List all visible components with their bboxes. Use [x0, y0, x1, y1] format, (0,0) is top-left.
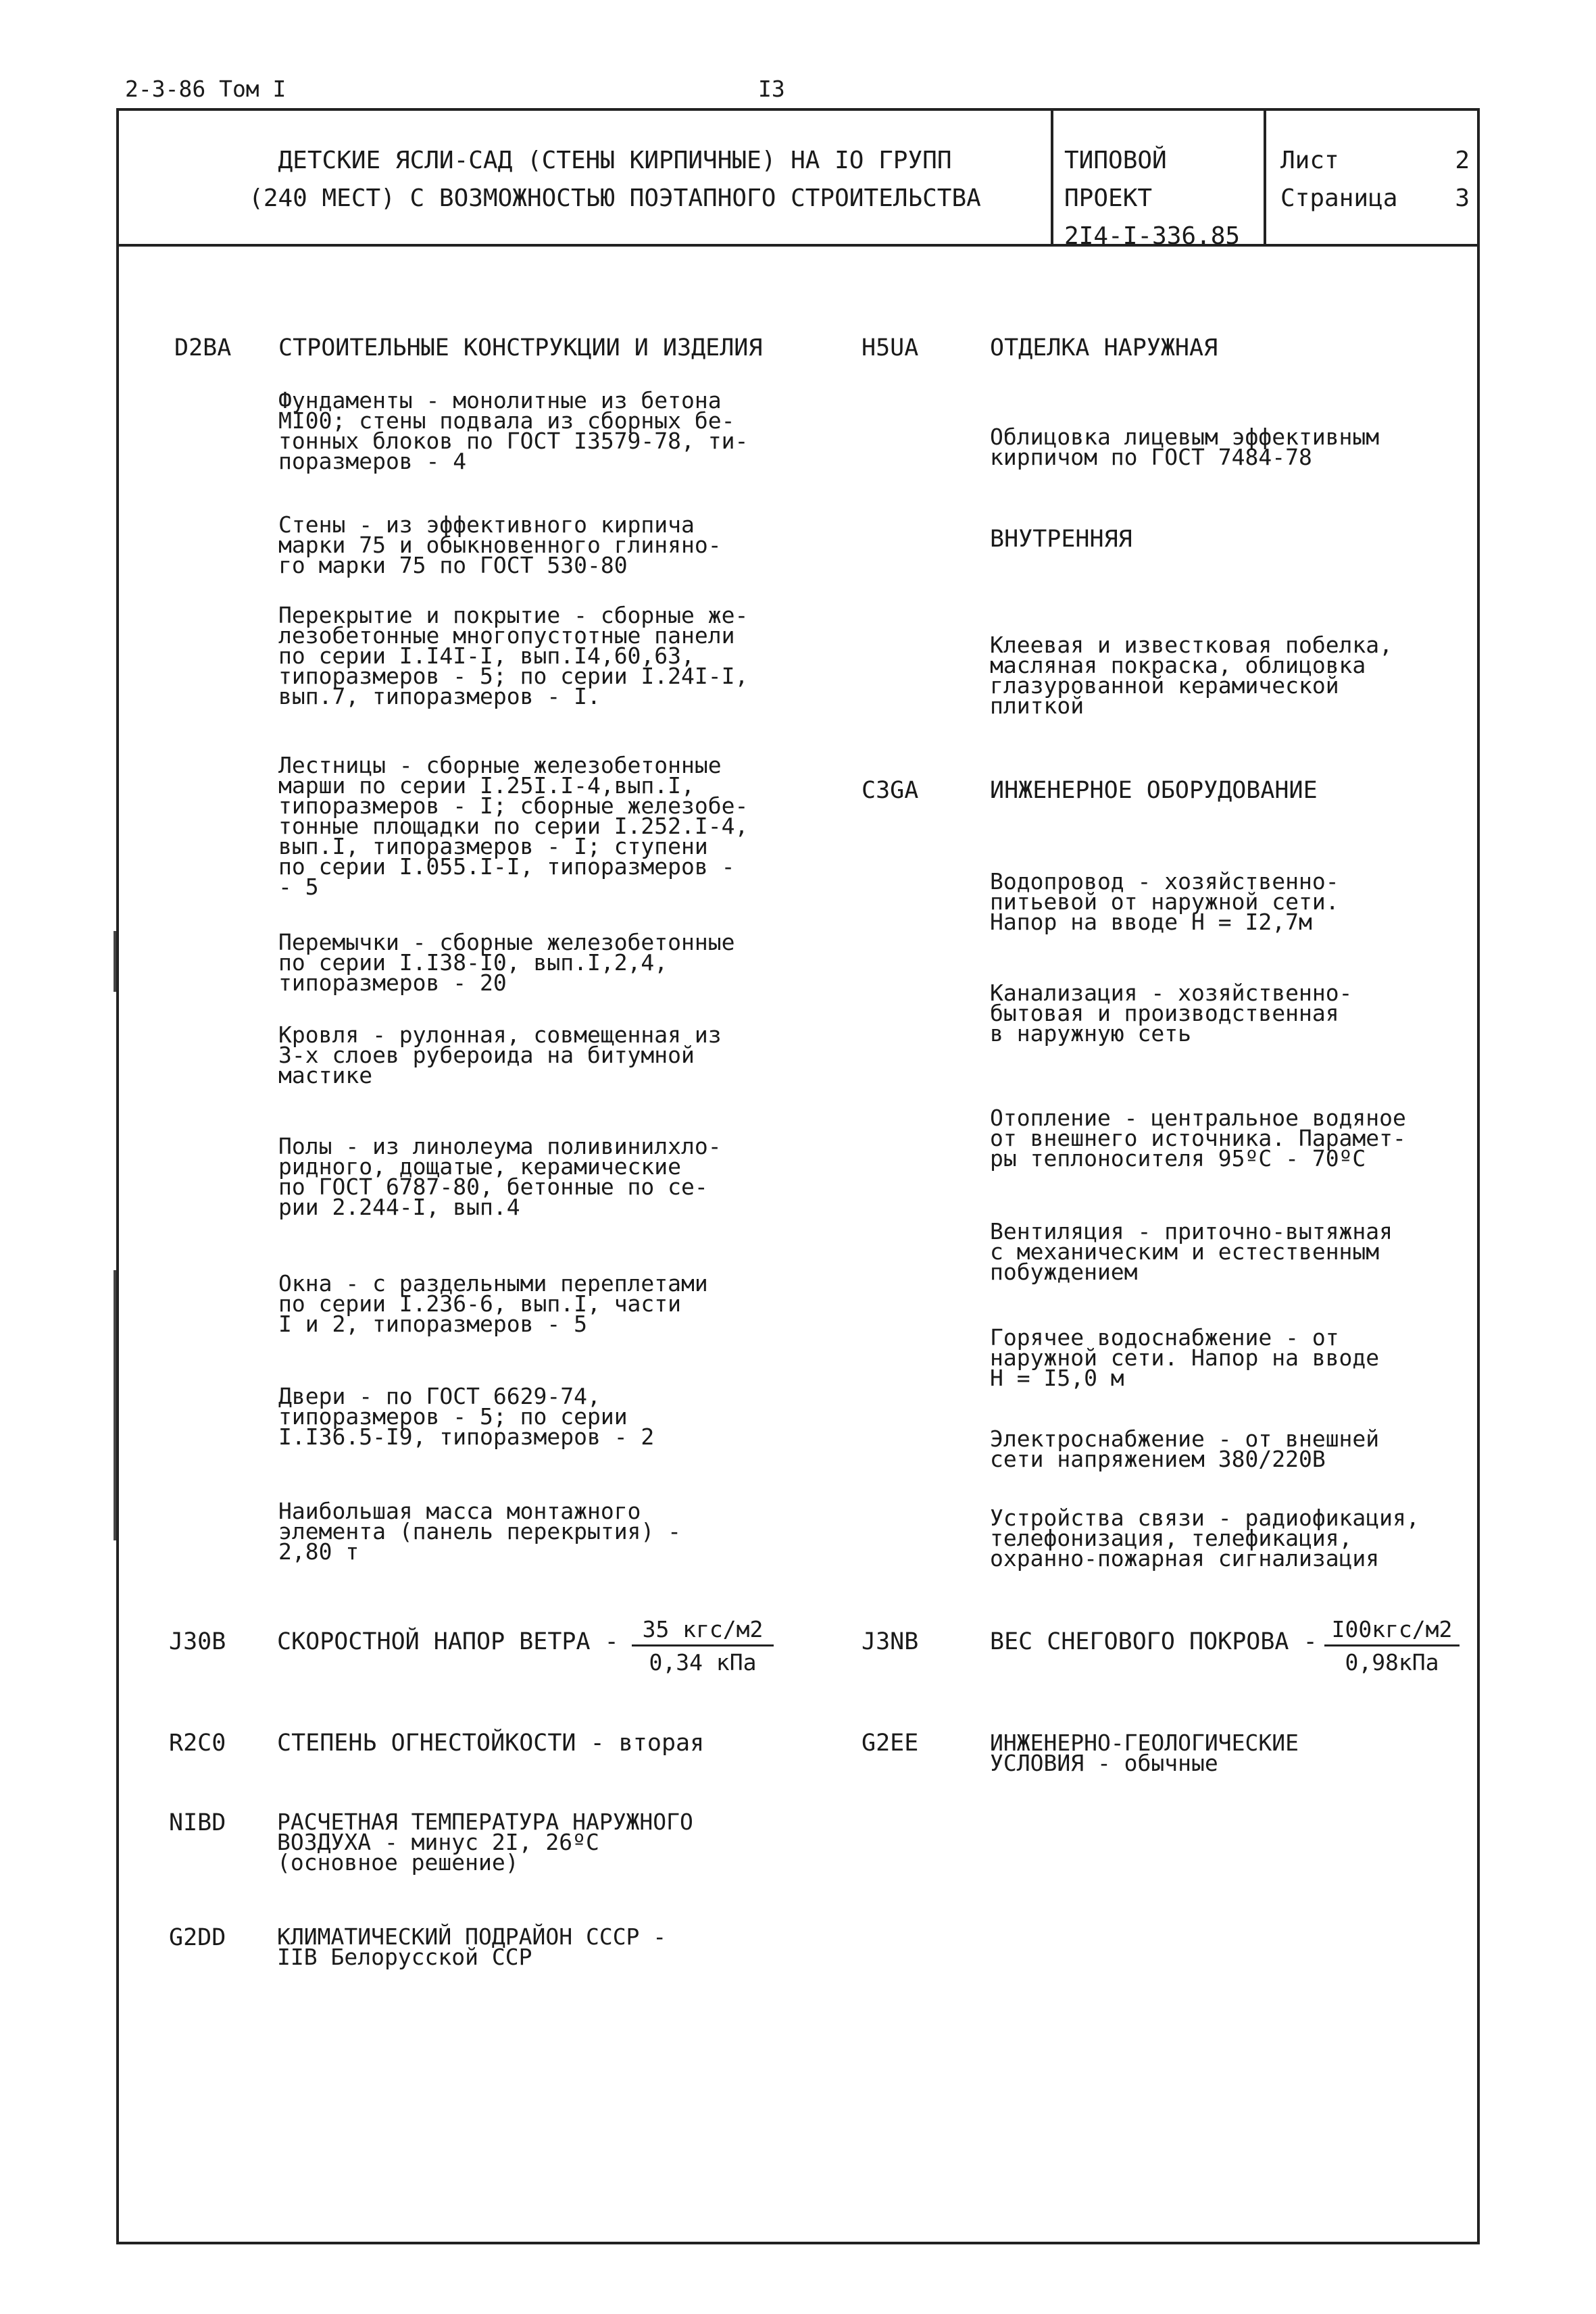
wind-code: J30B	[169, 1628, 226, 1655]
fire-resistance-text: СТЕПЕНЬ ОГНЕСТОЙКОСТИ - вторая	[277, 1730, 705, 1757]
engineering-heading: ИНЖЕНЕРНОЕ ОБОРУДОВАНИЕ	[990, 777, 1318, 804]
document-title	[196, 142, 1034, 218]
roof-text: Кровля - рулонная, совмещенная из 3-х слоев рубероида на битумной мастике	[278, 1022, 722, 1088]
title-block-divider	[1264, 108, 1266, 247]
title-line-1: ДЕТСКИЕ ЯСЛИ-САД (СТЕНЫ КИРПИЧНЫЕ) НА IO ГРУПП	[278, 147, 952, 174]
fire-code: R2C0	[169, 1730, 226, 1757]
floors-roofing-text: Перекрытие и покрытие - сборные же- лезобетонные многопустотные панели по серии I.I4I-I, вып.I4,60,63, типоразмеров - 5; по серии I.24I-I, вып.7, типоразмеров - I.	[278, 602, 749, 709]
document-reference: 2-3-86 Том I	[125, 76, 286, 102]
power-supply-text: Электроснабжение - от внешней сети напряжением 380/220В	[990, 1426, 1380, 1472]
water-supply-text: Водопровод - хозяйственно- питьевой от наружной сети. Напор на вводе Н = I2,7м	[990, 868, 1339, 935]
page-value: 3	[1455, 184, 1470, 212]
hot-water-text: Горячее водоснабжение - от наружной сети. Напор на вводе Н = I5,0 м	[990, 1324, 1380, 1391]
snow-load-kpa: 0,98кПа	[1345, 1649, 1439, 1676]
title-line-2: (240 МЕСТ) С ВОЗМОЖНОСТЬЮ ПОЭТАПНОГО СТРОИТЕЛЬСТВА	[249, 184, 981, 212]
project-label: ТИПОВОЙ ПРОЕКТ	[1064, 147, 1167, 212]
page-number: I3	[758, 76, 785, 102]
max-mass-text: Наибольшая масса монтажного элемента (панель перекрытия) - 2,80 т	[278, 1498, 682, 1565]
wind-label: СКОРОСТНОЙ НАПОР ВЕТРА -	[277, 1628, 619, 1655]
lintels-text: Перемычки - сборные железобетонные по серии I.I38-I0, вып.I,2,4, типоразмеров - 20	[278, 929, 735, 996]
inner-finishing-heading: ВНУТРЕННЯЯ	[990, 526, 1132, 553]
project-cell	[1064, 142, 1260, 255]
sheet-values	[1443, 142, 1470, 218]
ventilation-text: Вентиляция - приточно-вытяжная с механическим и естественным побуждением	[990, 1218, 1393, 1285]
section-code: D2BA	[174, 334, 232, 361]
engineering-code: C3GA	[862, 777, 919, 804]
geology-text: ИНЖЕНЕРНО-ГЕОЛОГИЧЕСКИЕ УСЛОВИЯ - обычные	[990, 1730, 1299, 1776]
windows-text: Окна - с раздельными переплетами по серии I.236-6, вып.I, части I и 2, типоразмеров - 5	[278, 1270, 708, 1337]
climate-code: G2DD	[169, 1924, 226, 1951]
wind-value-kpa: 0,34 кПа	[649, 1649, 757, 1676]
geology-code: G2EE	[862, 1730, 919, 1757]
foundations-text: Фундаменты - монолитные из бетона MI00; стены подвала из сборных бе- тонных блоков по ГОСТ I3579-78, ти- поразмеров - 4	[278, 387, 749, 474]
snow-load-fraction	[1324, 1616, 1460, 1676]
page-label: Страница	[1280, 184, 1398, 212]
snow-code: J3NB	[862, 1628, 919, 1655]
title-block-divider	[1051, 108, 1053, 247]
margin-mark	[114, 931, 116, 992]
sheet-labels	[1280, 142, 1397, 218]
climate-text: КЛИМАТИЧЕСКИЙ ПОДРАЙОН СССР - IIВ Белорусской ССР	[277, 1923, 667, 1970]
walls-text: Стены - из эффективного кирпича марки 75 и обыкновенного глиняно- го марки 75 по ГОСТ 530-80	[278, 511, 722, 578]
communications-text: Устройства связи - радиофикация, телефонизация, телефикация, охранно-пожарная сигнализация	[990, 1505, 1420, 1571]
doors-text: Двери - по ГОСТ 6629-74, типоразмеров - 5; по серии I.I36.5-I9, типоразмеров - 2	[278, 1383, 655, 1450]
finishing-code: H5UA	[862, 334, 919, 361]
finishing-heading: ОТДЕЛКА НАРУЖНАЯ	[990, 334, 1218, 361]
wind-value-fraction	[632, 1616, 774, 1676]
sheet-value: 2	[1455, 147, 1470, 174]
snow-load-kgf: I00кгс/м2	[1324, 1616, 1460, 1646]
snow-load-label: ВЕС СНЕГОВОГО ПОКРОВА -	[990, 1628, 1318, 1655]
wind-value-kgf: 35 кгс/м2	[632, 1616, 774, 1646]
sewerage-text: Канализация - хозяйственно- бытовая и производственная в наружную сеть	[990, 980, 1353, 1047]
outer-finishing-text: Облицовка лицевым эффективным кирпичом по ГОСТ 7484-78	[990, 424, 1380, 470]
temperature-text: РАСЧЕТНАЯ ТЕМПЕРАТУРА НАРУЖНОГО ВОЗДУХА - минус 2I, 26ºС (основное решение)	[277, 1809, 693, 1876]
margin-mark	[114, 1270, 116, 1540]
section-heading: СТРОИТЕЛЬНЫЕ КОНСТРУКЦИИ И ИЗДЕЛИЯ	[278, 334, 763, 361]
inner-finishing-text: Клеевая и известковая побелка, масляная покраска, облицовка глазурованной керамической плиткой	[990, 632, 1393, 719]
temperature-code: NIBD	[169, 1809, 226, 1836]
stairs-text: Лестницы - сборные железобетонные марши по серии I.25I.I-4,вып.I, типоразмеров - I; сборные железобе- тонные площадки по серии I.252.I-4, вып.I, типоразмеров - I; ступени по серии I.055.I-I, типоразмеров - - 5	[278, 752, 749, 900]
project-number: 2I4-I-336.85	[1064, 222, 1241, 250]
sheet-label: Лист	[1280, 147, 1339, 174]
flooring-text: Полы - из линолеума поливинилхло- ридного, дощатые, керамические по ГОСТ 6787-80, бетонные по се- рии 2.244-I, вып.4	[278, 1133, 722, 1220]
heating-text: Отопление - центральное водяное от внешнего источника. Парамет- ры теплоносителя 95ºС - 70ºС	[990, 1105, 1406, 1172]
